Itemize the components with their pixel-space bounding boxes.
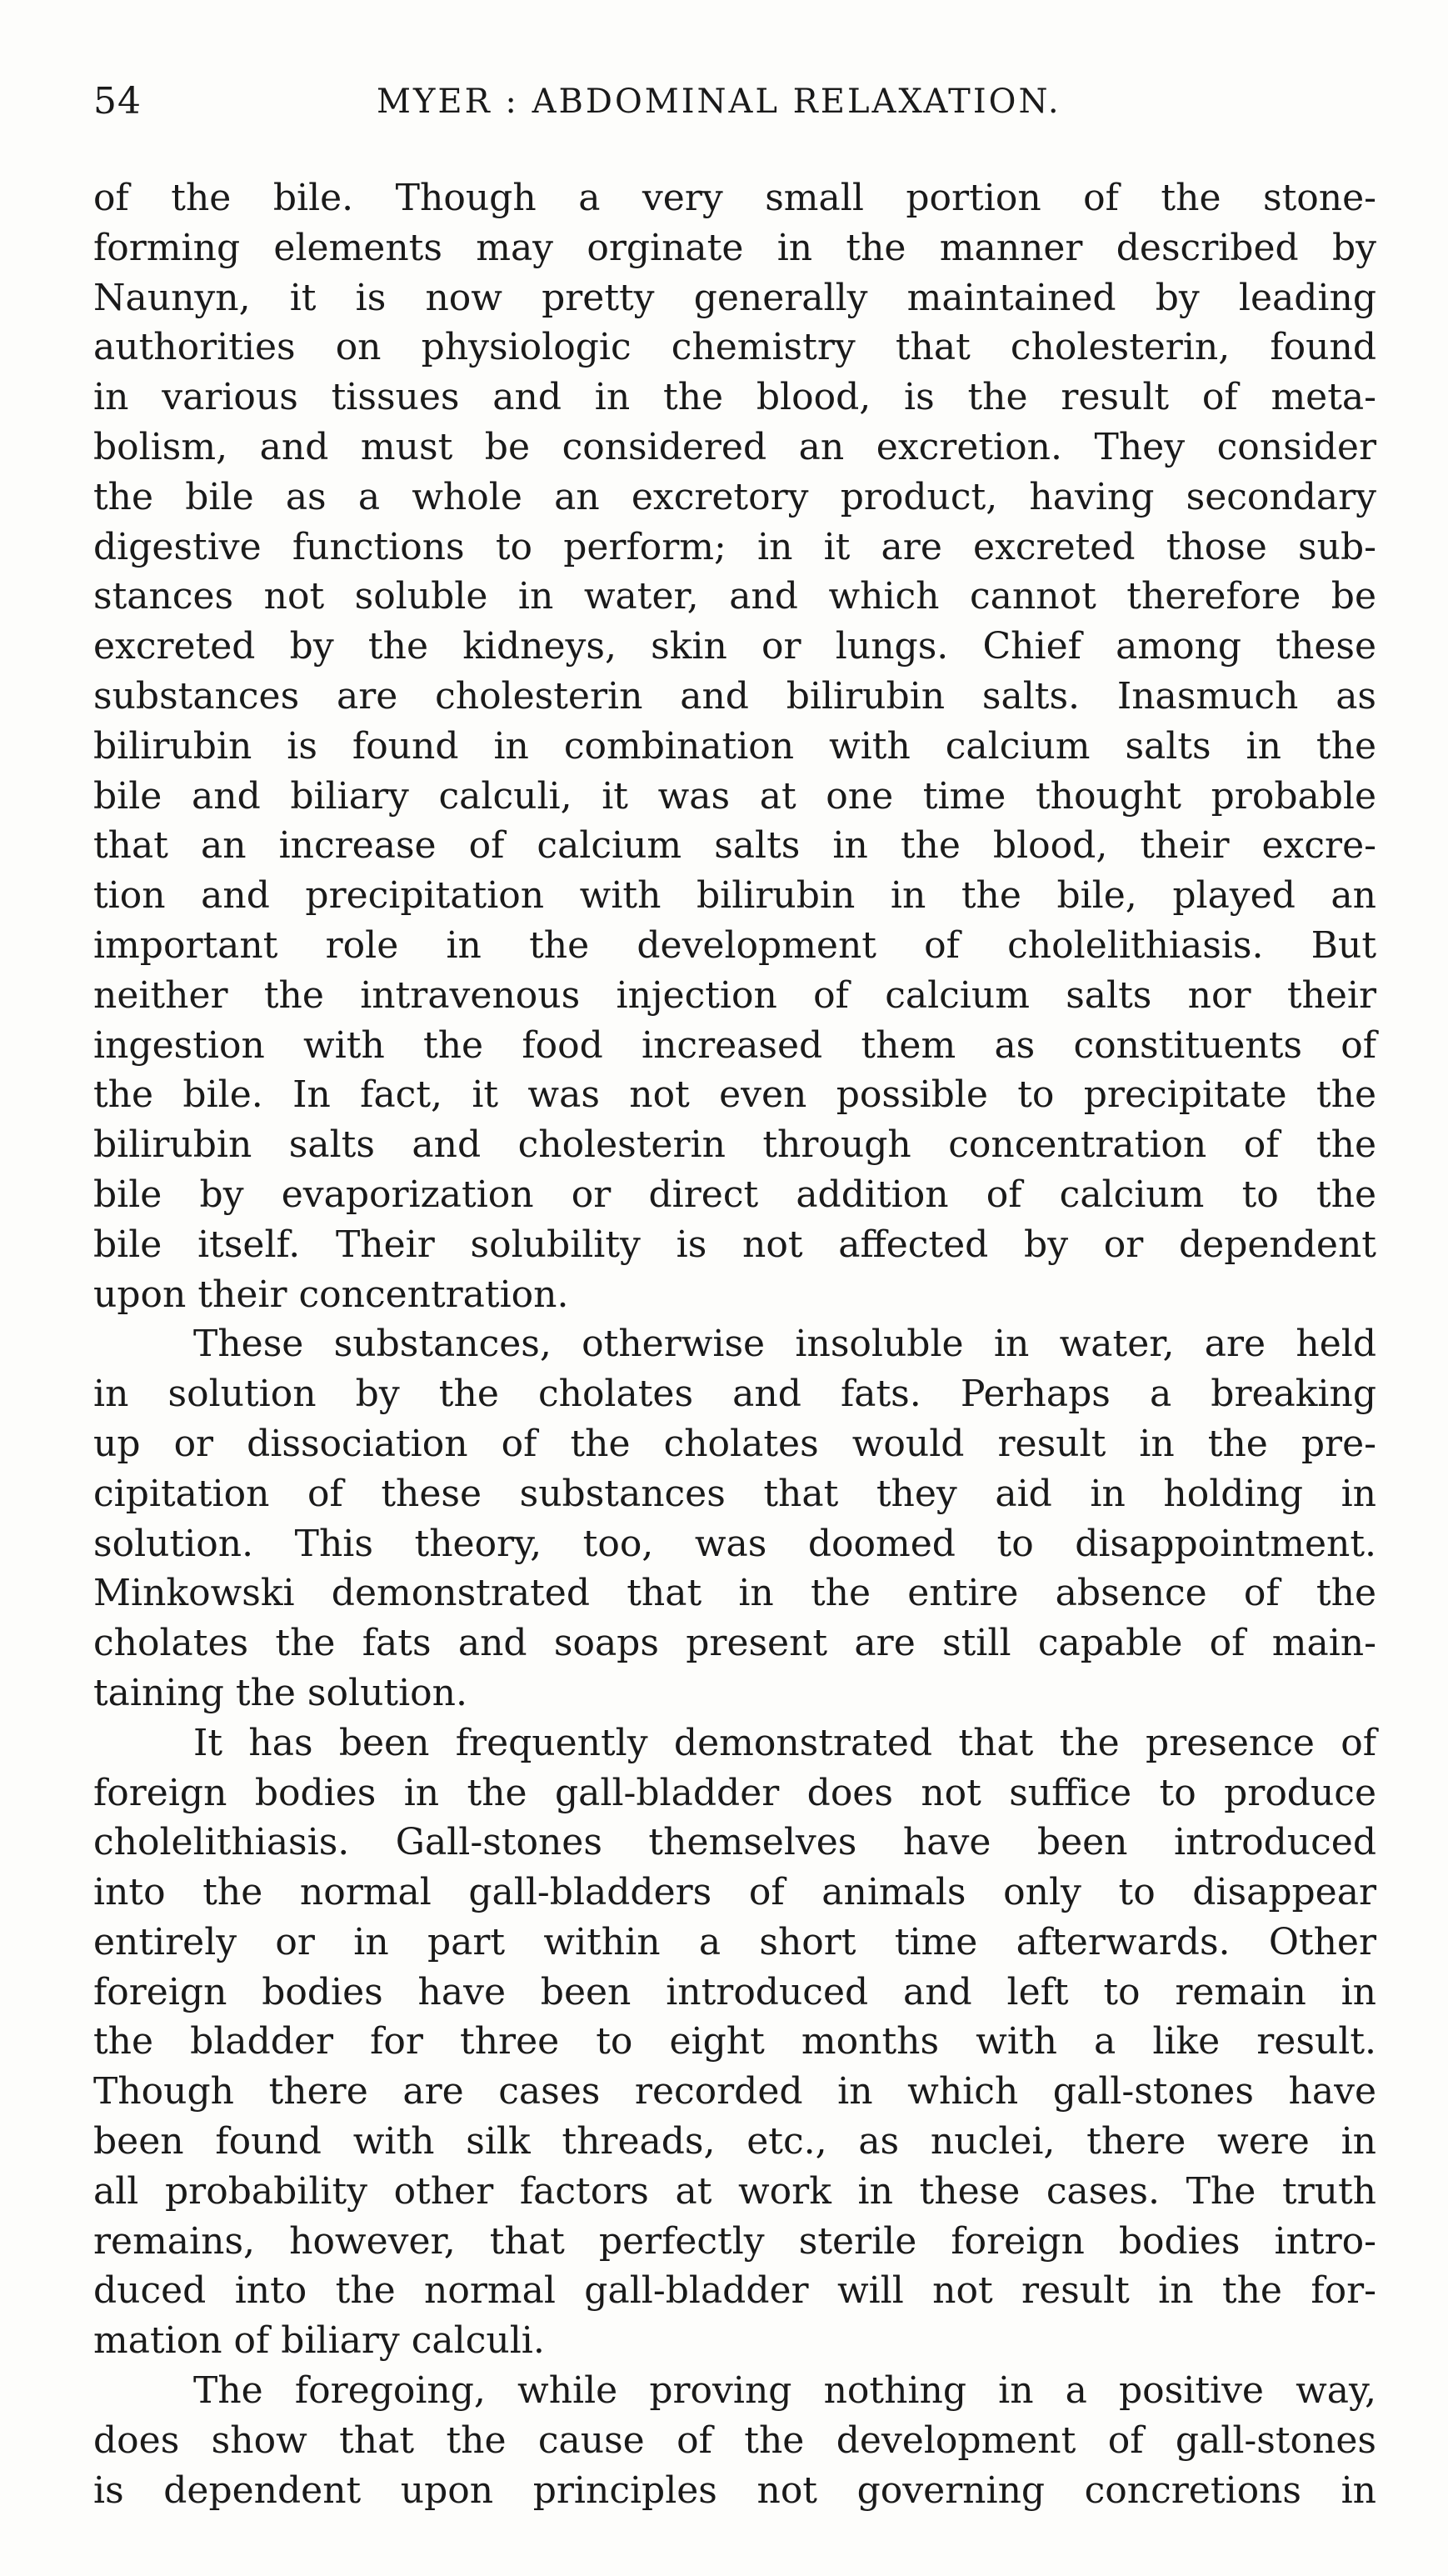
text-line: It has been frequently demonstrated that the presence of xyxy=(193,1721,1376,1764)
text-line: that an increase of calcium salts in the blood, their excre- xyxy=(93,824,1376,868)
text-line: important role in the development of cholelithiasis. But xyxy=(93,923,1376,967)
text-line: cholates the fats and soaps present are still capable of main- xyxy=(93,1622,1376,1665)
text-line: The foregoing, while proving nothing in a positive way, xyxy=(193,2369,1376,2413)
text-line: Though there are cases recorded in which gall-stones have xyxy=(93,2070,1376,2113)
text-line: up or dissociation of the cholates would result in the pre- xyxy=(93,1422,1376,1465)
text-line: been found with silk threads, etc., as nuclei, there were in xyxy=(93,2120,1376,2163)
text-line: in various tissues and in the blood, is the result of meta- xyxy=(93,376,1376,419)
text-line: of the bile. Though a very small portion of the stone- xyxy=(93,177,1376,219)
text-line: digestive functions to perform; in it are excreted those sub- xyxy=(93,525,1376,568)
text-line: upon their concentration. xyxy=(93,1273,569,1316)
text-line: authorities on physiologic chemistry that cholesterin, found xyxy=(93,326,1376,369)
text-line: bolism, and must be considered an excretion. They consider xyxy=(93,425,1376,468)
running-title: MYER : ABDOMINAL RELAXATION. xyxy=(377,83,1061,121)
text-line: Minkowski demonstrated that in the entire absence of the xyxy=(93,1572,1376,1615)
paragraph-4 xyxy=(93,2366,1376,2515)
text-line: bile by evaporization or direct addition of calcium to the xyxy=(93,1173,1376,1216)
text-line: the bile as a whole an excretory product, having secondary xyxy=(93,475,1376,518)
paragraph-2 xyxy=(93,1319,1376,1718)
text-line: mation of biliary calculi. xyxy=(93,2319,545,2363)
text-line: is dependent upon principles not governing concretions in xyxy=(93,2468,1376,2512)
page-number: 54 xyxy=(93,80,142,123)
text-line: bilirubin salts and cholesterin through concentration of the xyxy=(93,1123,1376,1167)
text-line: bilirubin is found in combination with calcium salts in the xyxy=(93,724,1376,768)
text-line: the bile. In fact, it was not even possible to precipitate the xyxy=(93,1073,1376,1117)
text-line: entirely or in part within a short time afterwards. Other xyxy=(93,1920,1376,1963)
text-line: into the normal gall-bladders of animals only to disappear xyxy=(93,1871,1376,1914)
text-line: in solution by the cholates and fats. Perhaps a breaking xyxy=(93,1373,1376,1416)
text-line: ingestion with the food increased them as constituents of xyxy=(93,1023,1376,1067)
text-line: forming elements may orginate in the manner described by xyxy=(93,226,1376,269)
text-line: Naunyn, it is now pretty generally maintained by leading xyxy=(93,276,1376,319)
text-line: the bladder for three to eight months with a like result. xyxy=(93,2020,1376,2063)
page-header xyxy=(93,77,1376,127)
text-line: These substances, otherwise insoluble in water, are held xyxy=(193,1323,1376,1366)
text-line: bile itself. Their solubility is not affected by or dependent xyxy=(93,1223,1376,1266)
text-line: excreted by the kidneys, skin or lungs. Chief among these xyxy=(93,625,1376,668)
text-line: cholelithiasis. Gall-stones themselves have been introduced xyxy=(93,1821,1376,1864)
text-line: stances not soluble in water, and which cannot therefore be xyxy=(93,575,1376,618)
text-line: does show that the cause of the development of gall-stones xyxy=(93,2418,1376,2462)
text-line: foreign bodies have been introduced and left to remain in xyxy=(93,1970,1376,2013)
body-text xyxy=(93,173,1376,2515)
text-line: bile and biliary calculi, it was at one time thought probable xyxy=(93,774,1376,818)
text-line: all probability other factors at work in these cases. The truth xyxy=(93,2169,1376,2213)
text-line: taining the solution. xyxy=(93,1671,467,1714)
text-line: tion and precipitation with bilirubin in the bile, played an xyxy=(93,874,1376,918)
text-line: neither the intravenous injection of calcium salts nor their xyxy=(93,973,1376,1017)
paragraph-3 xyxy=(93,1718,1376,2366)
text-line: solution. This theory, too, was doomed to disappointment. xyxy=(93,1522,1376,1565)
text-line: remains, however, that perfectly sterile foreign bodies intro- xyxy=(93,2219,1376,2263)
text-line: duced into the normal gall-bladder will not result in the for- xyxy=(93,2269,1376,2313)
text-line: foreign bodies in the gall-bladder does not suffice to produce xyxy=(93,1771,1376,1814)
text-line: substances are cholesterin and bilirubin salts. Inasmuch as xyxy=(93,674,1376,718)
text-line: cipitation of these substances that they aid in holding in xyxy=(93,1472,1376,1515)
paragraph-1 xyxy=(93,173,1376,1319)
